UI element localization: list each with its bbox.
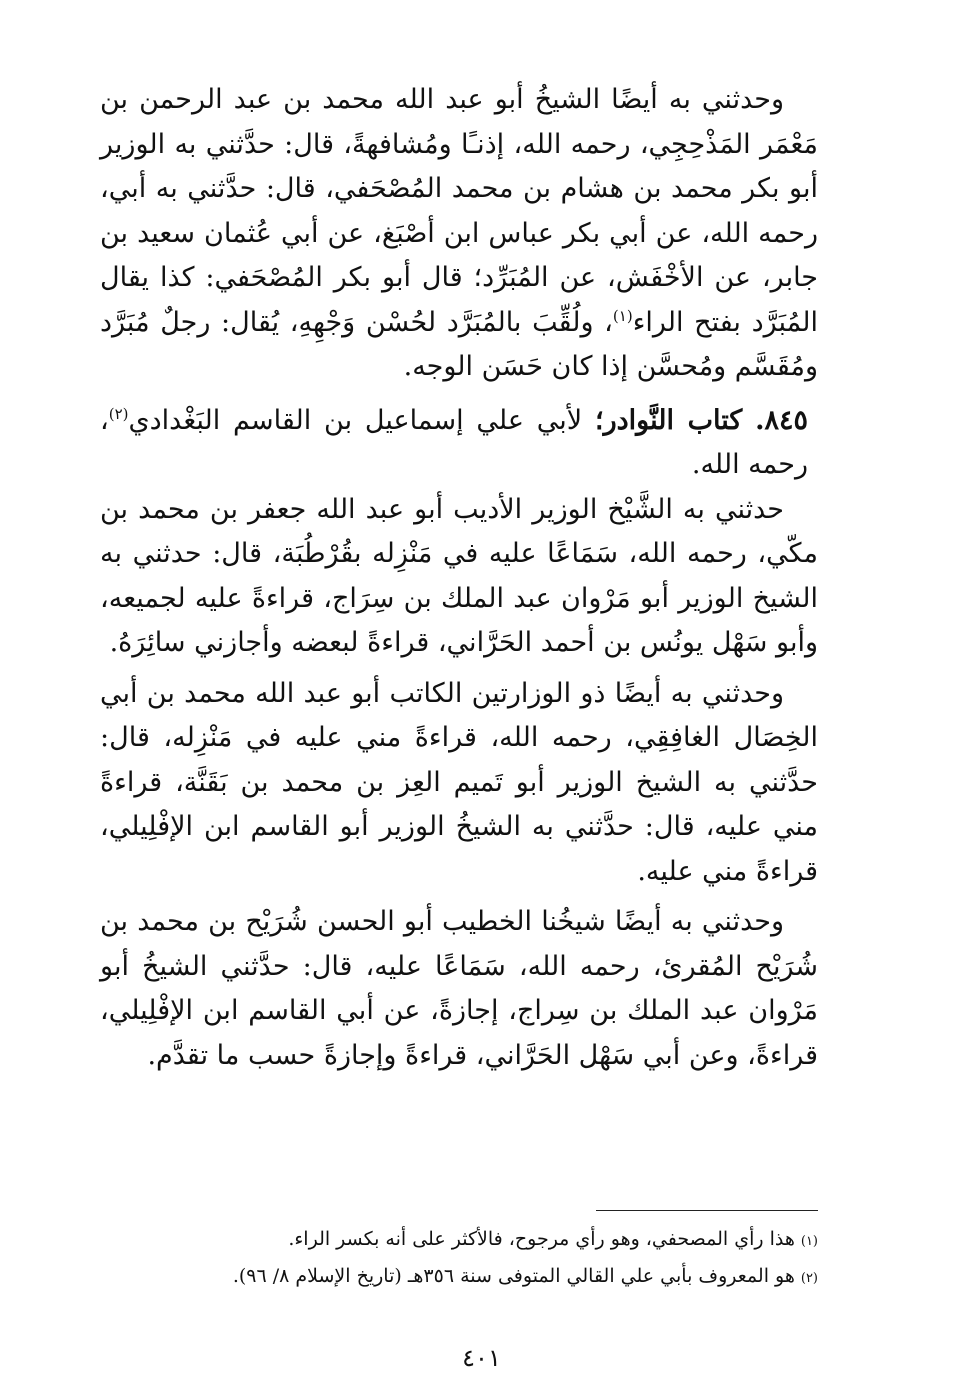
paragraph-chain-musahfi [100,78,818,390]
paragraph-text-continued: ، ولُقِّبَ بالمُبَرَّد لحُسْن وَجْهِهِ، يُقال: رجلٌ مُبَرَّد ومُقَسَّم ومُحسَّن إذا كان حَسَن الوجه. [100,306,818,382]
entry-number: ٨٤٥. [755,404,808,436]
footnote-text: هو المعروف بأبي علي القالي المتوفى سنة ٣٥٦هـ (تاريخ الإسلام ٨/ ٩٦). [232,1265,795,1287]
footnote-text: هذا رأي المصحفي، وهو رأي مرجوح، فالأكثر على أنه بكسر الراء. [288,1228,795,1250]
paragraph-text: وحدثني به أيضًا الشيخُ أبو عبد الله محمد بن عبد الرحمن بن مَعْمَر المَذْحِجِي، رحمه الله، إذنـًا ومُشافهةً، قال: حدَّثني به الوزير أبو بكر محمد بن هشام بن محمد المُصْحَفي، قال: حدَّثني به أبي، رحمه الله، عن أبي بكر عباس ابن أصْبَغ، عن أبي عُثمان سعيد بن جابر، عن الأخْفَش، عن المُبَرِّد؛ قال أبو بكر المُصْحَفي: كذا يقال المُبَرَّد بفتح الراء [100,84,818,338]
footnote-mark: (١) [800,1234,818,1249]
footnote-divider [596,1210,818,1211]
entry-ending: ، رحمه الله. [100,404,808,480]
paragraph-chain-jafar: حدثني به الشَّيْخ الوزير الأديب أبو عبد الله جعفر بن محمد بن مكّي، رحمه الله، سَمَاعًا عليه في مَنْزِله بقُرْطُبَة، قال: حدثني به الشيخ الوزير أبو مَرْوان عبد الملك بن سِرَاج، قراءةً عليه لجميعه، وأبو سَهْل يونُس بن أحمد الحَرَّاني، قراءةً لبعضه وأجازني سائِرَهُ. [100,493,818,658]
entry-heading [100,399,818,488]
entry-author: لأبي علي إسماعيل بن القاسم البَغْدادي [128,404,583,436]
footnote-mark: (٢) [800,1271,818,1286]
paragraph-chain-khisal: وحدثني به أيضًا ذو الوزارتين الكاتب أبو عبد الله محمد بن أبي الخِصَال الغافِقِي، رحمه الله، قراءةً مني عليه في مَنْزِله، قال: حدَّثني به الشيخ الوزير أبو تَميم العِز بن محمد بن بَقَنَّة، قراءةً مني عليه، قال: حدَّثني به الشيخُ الوزير أبو القاسم ابن الإفْلِيلي، قراءةً مني عليه. [100,677,818,887]
footnote-2 [200,1259,818,1296]
footnotes-section [200,1222,818,1296]
footnote-1 [200,1222,818,1259]
entry-title: كتاب النَّوادر؛ [595,404,743,436]
paragraph-chain-shurayh: وحدثني به أيضًا شيخُنا الخطيب أبو الحسن شُرَيْح بن محمد بن شُرَيْح المُقرئ، رحمه الله، سَمَاعًا عليه، قال: حدَّثني الشيخُ أبو مَرْوان عبد الملك بن سِراج، إجازةً، عن أبي القاسم ابن الإفْلِيلي، قراءةً، وعن أبي سَهْل الحَرَّاني، قراءةً وإجازةً حسب ما تقدَّم. [100,906,818,1071]
footnote-ref-2: (٢) [108,404,129,423]
footnote-ref-1: (١) [612,306,633,325]
main-text-block [100,78,818,1078]
page-number: ٤٠١ [462,1344,501,1372]
